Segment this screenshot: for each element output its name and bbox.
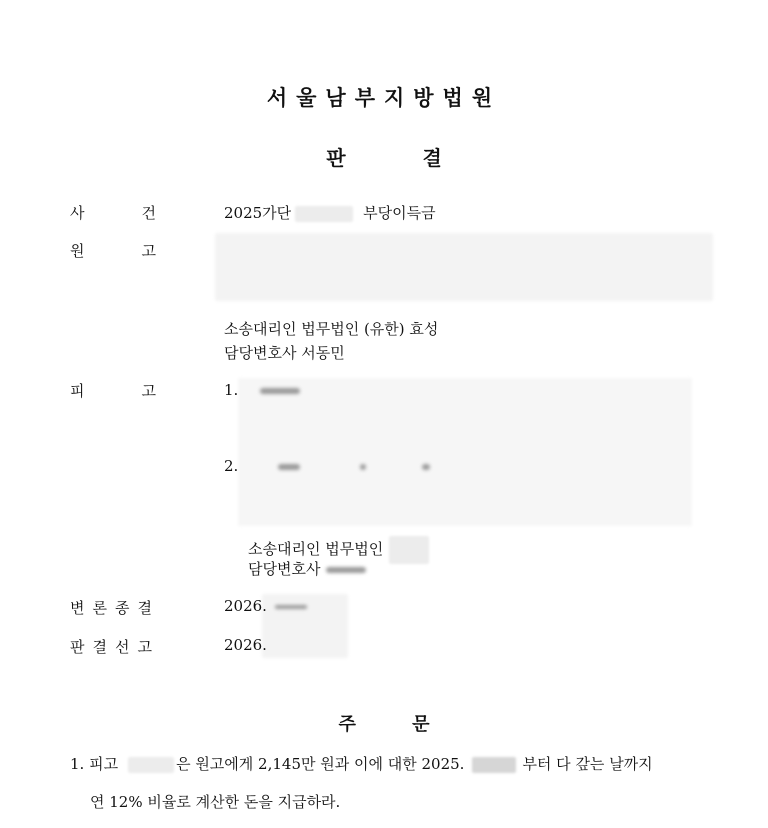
defendant-item-2-number: 2. [224,457,239,475]
case-label-text: 사 건 [70,204,156,222]
plaintiff-label [70,240,160,261]
defendant-redacted-block [238,378,692,526]
court-name: 서울남부지방법원 [266,86,502,110]
defendant-item-2 [224,457,430,475]
redaction [260,388,300,394]
case-name: 부당이득금 [363,204,436,222]
redaction [275,605,307,609]
closing-label-text: 변론종결 [70,599,160,617]
order-p1-mid: 은 원고에게 2,145만 원과 이에 대한 2025. [176,755,465,773]
defendant-label [70,380,160,401]
defendant-item-1 [224,381,300,399]
plaintiff-lawyer: 담당변호사 서동민 [224,344,345,362]
closing-value [224,597,307,615]
pronounce-label [70,636,160,657]
defendant-item-1-number: 1. [224,381,239,399]
redaction [278,464,300,470]
order-paragraph-1 [70,748,710,780]
main-section-title: 주 문 [338,714,430,735]
closing-label [70,597,160,618]
redaction [389,536,429,564]
order-p1-end: 부터 다 갚는 날까지 [522,755,653,773]
case-label [70,202,160,223]
defendant-label-text: 피 고 [70,382,156,400]
case-number-prefix: 2025가단 [224,204,292,222]
pronounce-label-text: 판결선고 [70,638,160,656]
plaintiff-agent: 소송대리인 법무법인 (유한) 효성 [224,320,439,338]
order-paragraph-1-line-2: 연 12% 비율로 계산한 돈을 지급하라. [90,793,341,811]
case-value [224,202,436,223]
order-p1-start: 1. 피고 [70,755,119,773]
defendant-agent-text: 소송대리인 법무법인 [248,540,384,558]
redaction [295,206,353,222]
pronounce-value: 2026. [224,636,267,654]
plaintiff-redacted-block [215,233,713,301]
closing-date-prefix: 2026. [224,597,267,615]
redaction [326,567,366,573]
redaction [472,757,516,773]
document-title: 판 결 [326,146,442,170]
redaction [128,757,174,773]
plaintiff-label-text: 원 고 [70,242,156,260]
redaction [422,464,430,470]
defendant-lawyer [248,558,366,579]
redaction [360,464,366,470]
defendant-lawyer-text: 담당변호사 [248,560,321,578]
